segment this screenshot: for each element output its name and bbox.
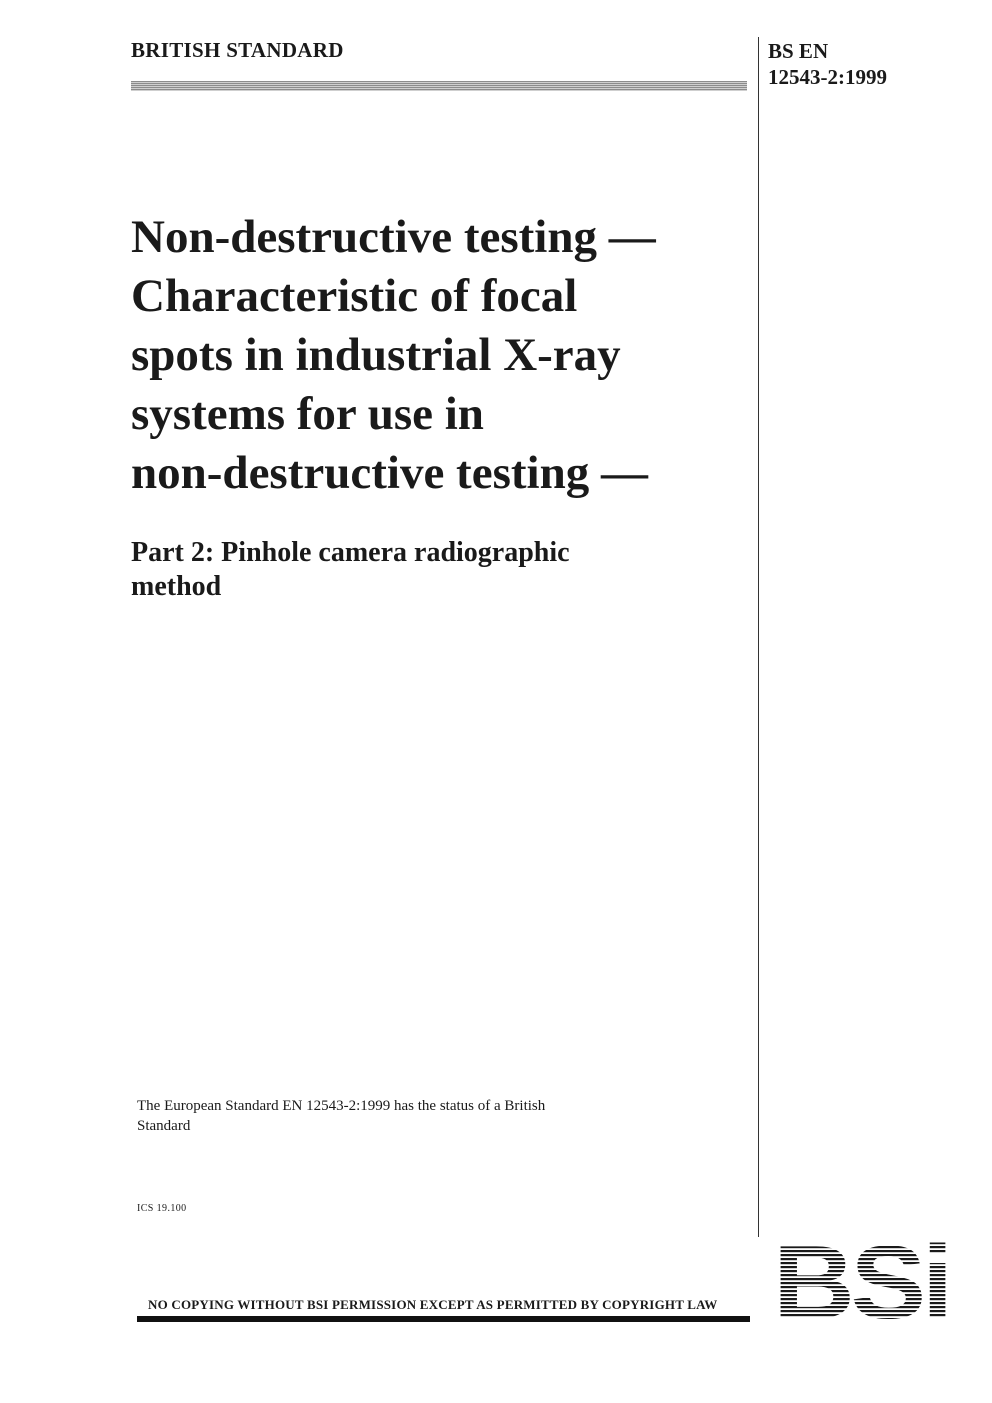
vertical-rule — [758, 37, 759, 1237]
title-line: spots in industrial X-ray — [131, 329, 621, 381]
bsi-logo — [773, 1238, 949, 1324]
standard-number-line: 12543-2:1999 — [768, 65, 887, 89]
document-type-label: BRITISH STANDARD — [131, 38, 344, 62]
ics-code: ICS 19.100 — [137, 1203, 187, 1214]
title-line: Characteristic of focal — [131, 270, 578, 322]
header-rule — [131, 81, 747, 91]
standard-number — [768, 38, 887, 90]
part-title-line: Part 2: Pinhole camera radiographic — [131, 537, 570, 568]
bsi-logo-wordmark: BSi — [773, 1238, 949, 1324]
standard-number-line: BS EN — [768, 39, 829, 63]
part-title-line: method — [131, 571, 222, 602]
title-line: non-destructive testing — — [131, 447, 648, 499]
title-line: systems for use in — [131, 388, 484, 440]
title-line: Non-destructive testing — — [131, 211, 656, 263]
footer-rule — [137, 1316, 750, 1322]
part-title — [131, 536, 741, 604]
status-note: The European Standard EN 12543-2:1999 has the status of a British Standard — [137, 1098, 546, 1134]
copyright-notice: NO COPYING WITHOUT BSI PERMISSION EXCEPT AS PERMITTED BY COPYRIGHT LAW — [148, 1297, 718, 1312]
document-title — [131, 208, 741, 503]
